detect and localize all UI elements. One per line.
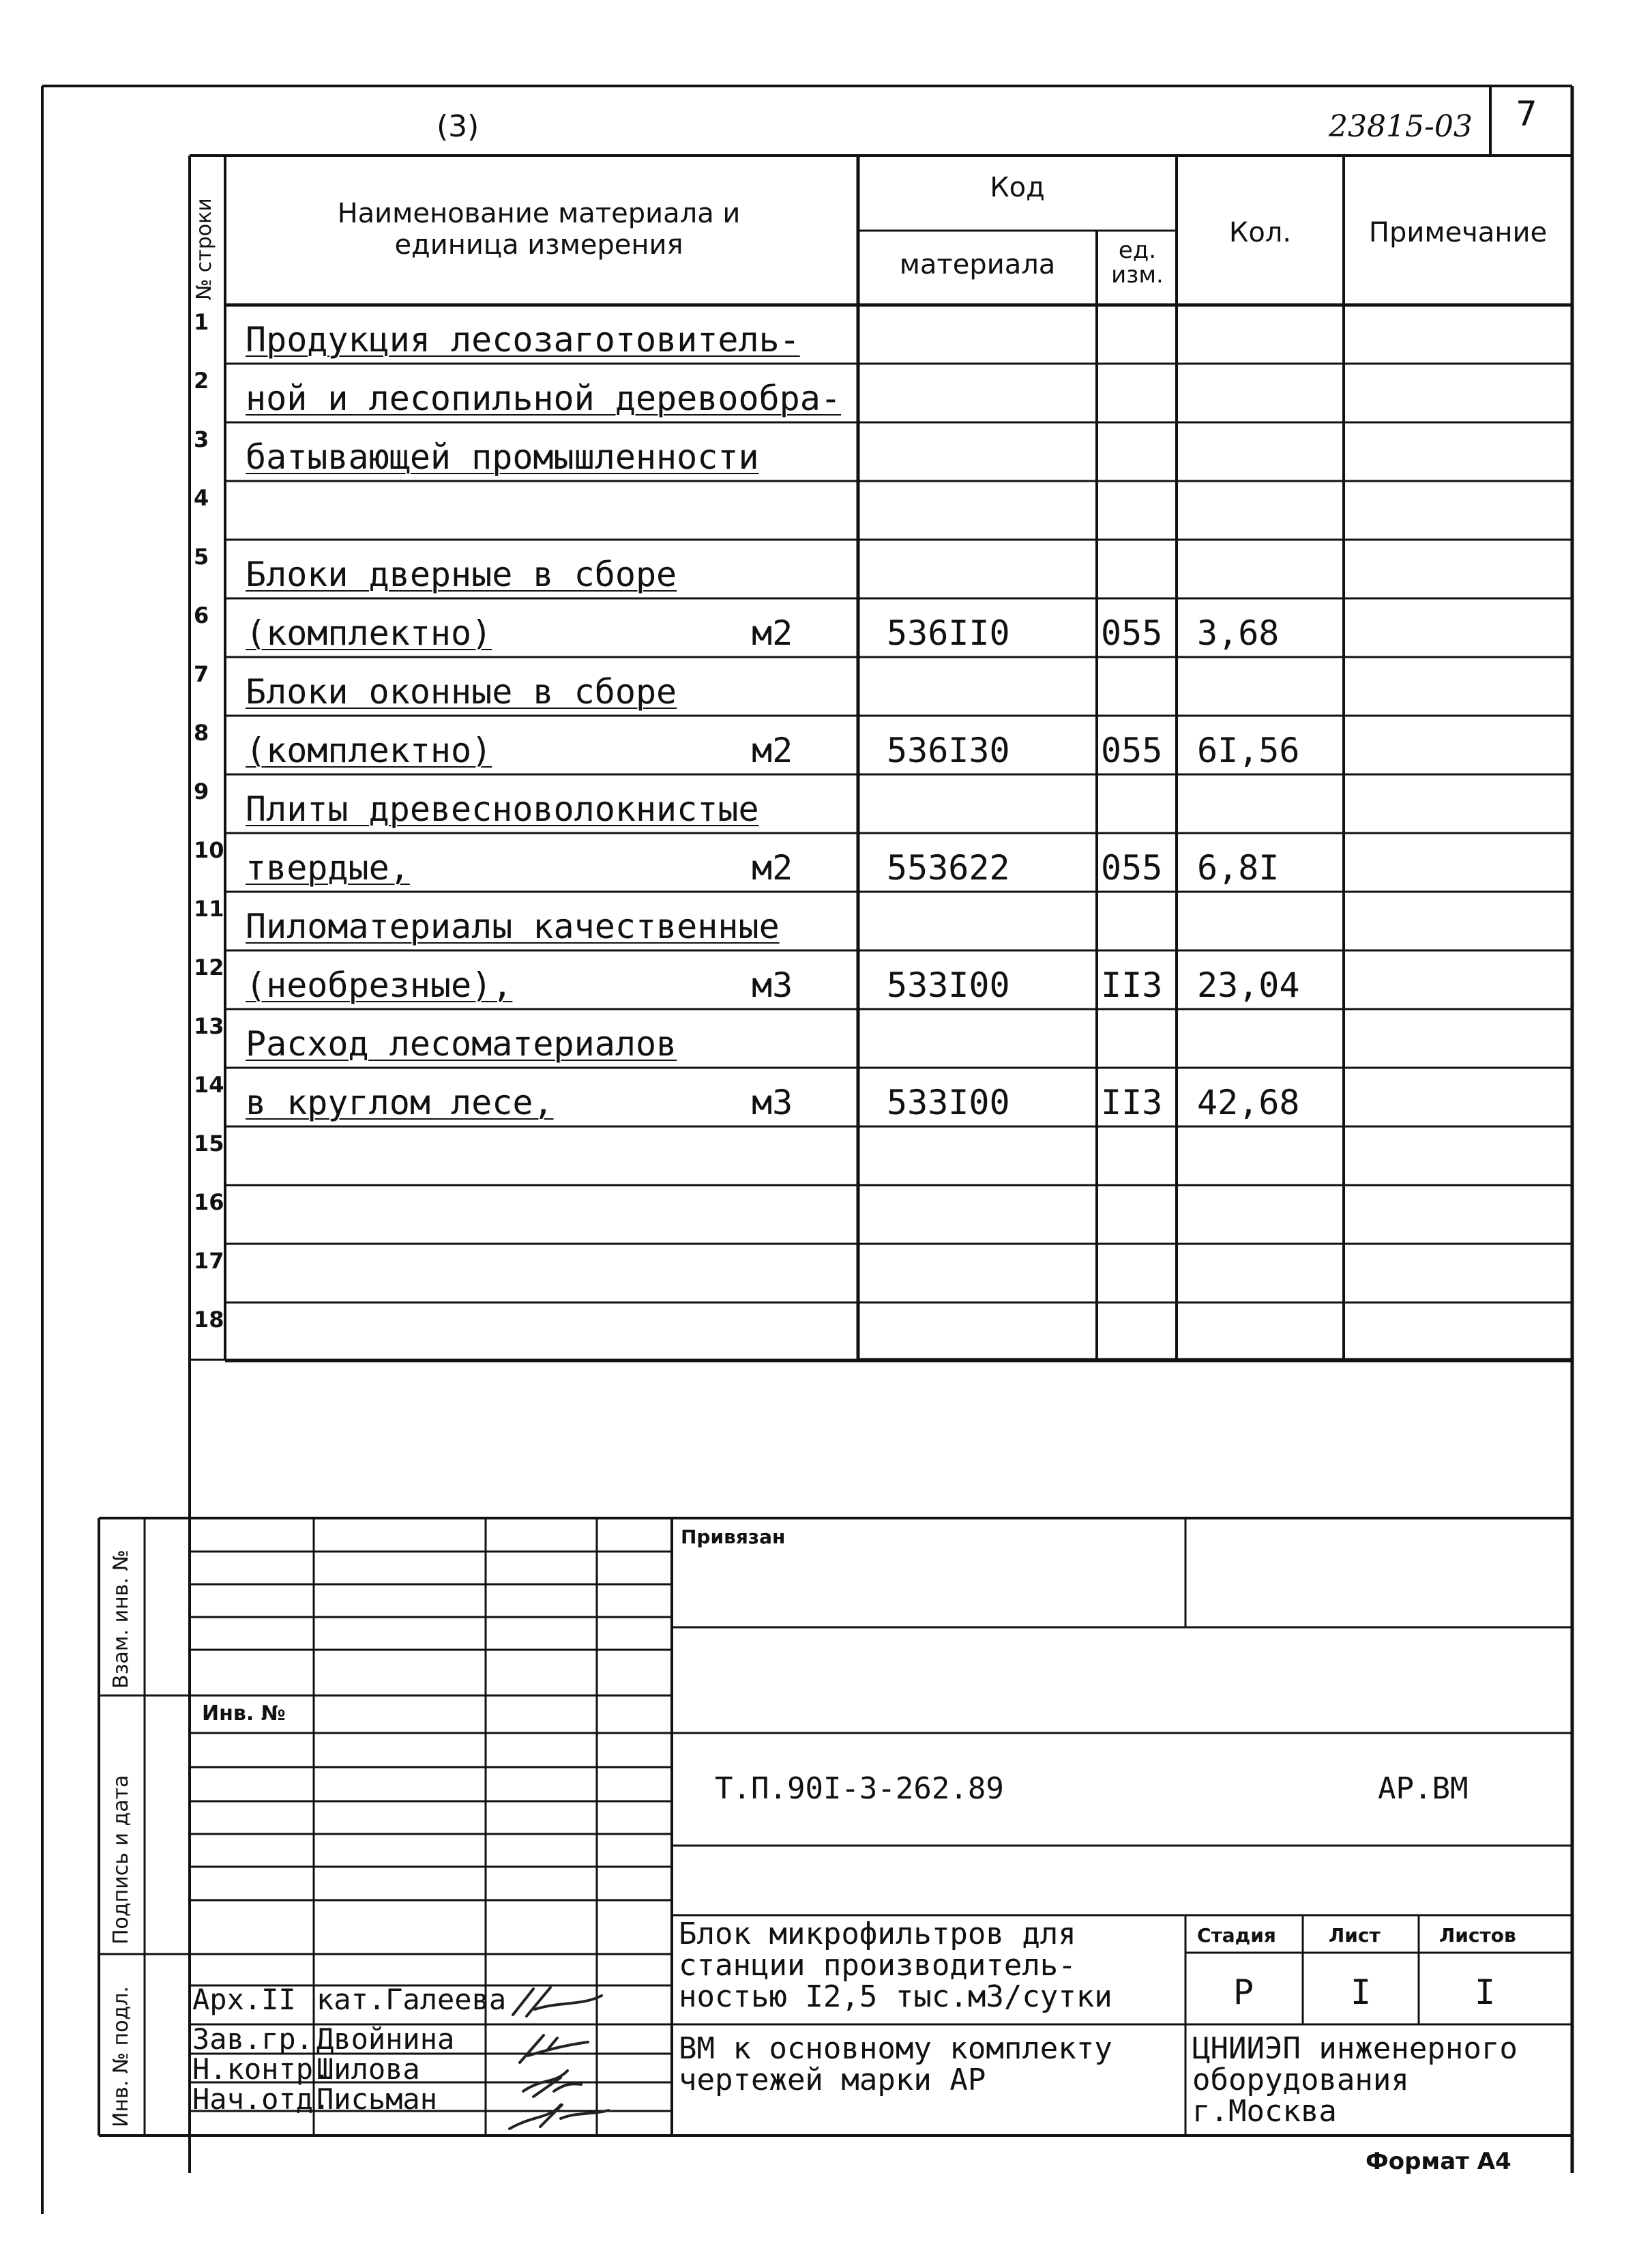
signature-marks (486, 1982, 615, 2136)
row-number: 4 (194, 485, 209, 511)
label-privyazan: Привязан (681, 1526, 786, 1548)
row-number: 12 (194, 955, 224, 980)
material-name: Продукция лесозаготовитель- (246, 320, 800, 360)
signer-name: кат.Галеева (316, 1983, 507, 2016)
row-number: 13 (194, 1013, 224, 1039)
quantity: 3,68 (1197, 613, 1280, 653)
col-header-note: Примечание (1368, 217, 1548, 248)
material-name: батывающей промышленности (246, 437, 759, 477)
format-label: Формат А4 (1366, 2148, 1511, 2175)
label-inv-no: Инв. № (202, 1702, 286, 1725)
quantity: 42,68 (1197, 1083, 1300, 1122)
stamp-vzam-inv: Взам. инв. № (109, 1549, 133, 1689)
quantity: 23,04 (1197, 965, 1300, 1005)
col-header-name: Наименование материала и единица измерения (337, 198, 741, 261)
row-number: 3 (194, 426, 209, 452)
value-sheets: I (1475, 1972, 1496, 2012)
unit-of-measure: м2 (752, 848, 793, 888)
row-number: 7 (194, 661, 209, 687)
material-code: 553622 (887, 848, 1010, 888)
row-number: 2 (194, 368, 209, 394)
material-name: (необрезные), (246, 965, 513, 1005)
designation-right: АР.ВМ (1378, 1771, 1469, 1806)
signer-name: Шилова (316, 2052, 420, 2086)
signer-role: Зав.гр. (192, 2022, 314, 2056)
signer-name: Письман (316, 2082, 438, 2116)
unit-of-measure: м3 (752, 965, 793, 1005)
signer-name: Двойнина (316, 2022, 455, 2056)
document-code: 23815-03 (1329, 109, 1473, 144)
row-number: 15 (194, 1131, 224, 1156)
unit-code: 055 (1101, 731, 1163, 770)
material-name: ной и лесопильной деревообра- (246, 379, 841, 418)
drawing-subtitle: ВМ к основному комплекту чертежей марки АР (679, 2031, 1112, 2098)
value-sheet: I (1351, 1972, 1372, 2012)
row-number: 17 (194, 1248, 224, 1274)
value-stage: Р (1233, 1972, 1254, 2012)
row-number: 5 (194, 544, 209, 570)
signer-role: Н.контр. (192, 2052, 331, 2086)
material-name: Плиты древесноволокнистые (246, 789, 759, 829)
row-number: 8 (194, 720, 209, 746)
unit-code: II3 (1101, 1083, 1163, 1122)
signer-role: Нач.отд. (192, 2082, 331, 2116)
material-name: Блоки дверные в сборе (246, 555, 677, 594)
material-name: Блоки оконные в сборе (246, 672, 677, 712)
row-number: 1 (194, 309, 209, 335)
stamp-inv-podl: Инв. № подл. (109, 1986, 133, 2127)
material-name: (комплектно) (246, 731, 492, 770)
material-code: 536II0 (887, 613, 1010, 653)
drawing-title: Блок микрофильтров для станции производитель- ностью I2,5 тыс.м3/сутки (679, 1917, 1112, 2015)
unit-code: 055 (1101, 848, 1163, 888)
row-number: 14 (194, 1072, 224, 1098)
material-name: в круглом лесе, (246, 1083, 554, 1122)
row-number: 11 (194, 896, 224, 922)
sheet-number: 7 (1516, 94, 1537, 134)
quantity: 6,8I (1197, 848, 1280, 888)
organization: ЦНИИЭП инженерного оборудования г.Москва (1192, 2031, 1518, 2129)
row-number: 9 (194, 778, 209, 804)
label-sheets: Листов (1439, 1924, 1516, 1947)
material-name: Пиломатериалы качественные (246, 907, 780, 946)
unit-of-measure: м2 (752, 731, 793, 770)
section-number: (3) (437, 109, 480, 144)
row-number: 6 (194, 602, 209, 628)
row-number: 10 (194, 837, 224, 863)
quantity: 6I,56 (1197, 731, 1300, 770)
material-name: твердые, (246, 848, 410, 888)
row-number: 18 (194, 1307, 224, 1333)
unit-code: II3 (1101, 965, 1163, 1005)
unit-of-measure: м2 (752, 613, 793, 653)
row-number: 16 (194, 1189, 224, 1215)
stamp-podpis-data: Подпись и дата (109, 1775, 133, 1945)
col-header-code: Код (990, 172, 1045, 203)
col-header-code-material: материала (899, 249, 1056, 280)
material-code: 533I00 (887, 1083, 1010, 1122)
unit-of-measure: м3 (752, 1083, 793, 1122)
material-code: 533I00 (887, 965, 1010, 1005)
label-sheet: Лист (1329, 1924, 1381, 1947)
unit-code: 055 (1101, 613, 1163, 653)
material-name: (комплектно) (246, 613, 492, 653)
col-header-qty: Кол. (1228, 217, 1292, 248)
material-name: Расход лесоматериалов (246, 1024, 677, 1064)
designation-left: Т.П.90I-3-262.89 (715, 1771, 1004, 1806)
label-stage: Стадия (1197, 1924, 1276, 1947)
col-header-code-unit: ед. изм. (1111, 237, 1164, 289)
material-code: 536I30 (887, 731, 1010, 770)
col-header-row-no: № строки (192, 198, 216, 300)
signer-role: Арх.II (192, 1983, 296, 2016)
